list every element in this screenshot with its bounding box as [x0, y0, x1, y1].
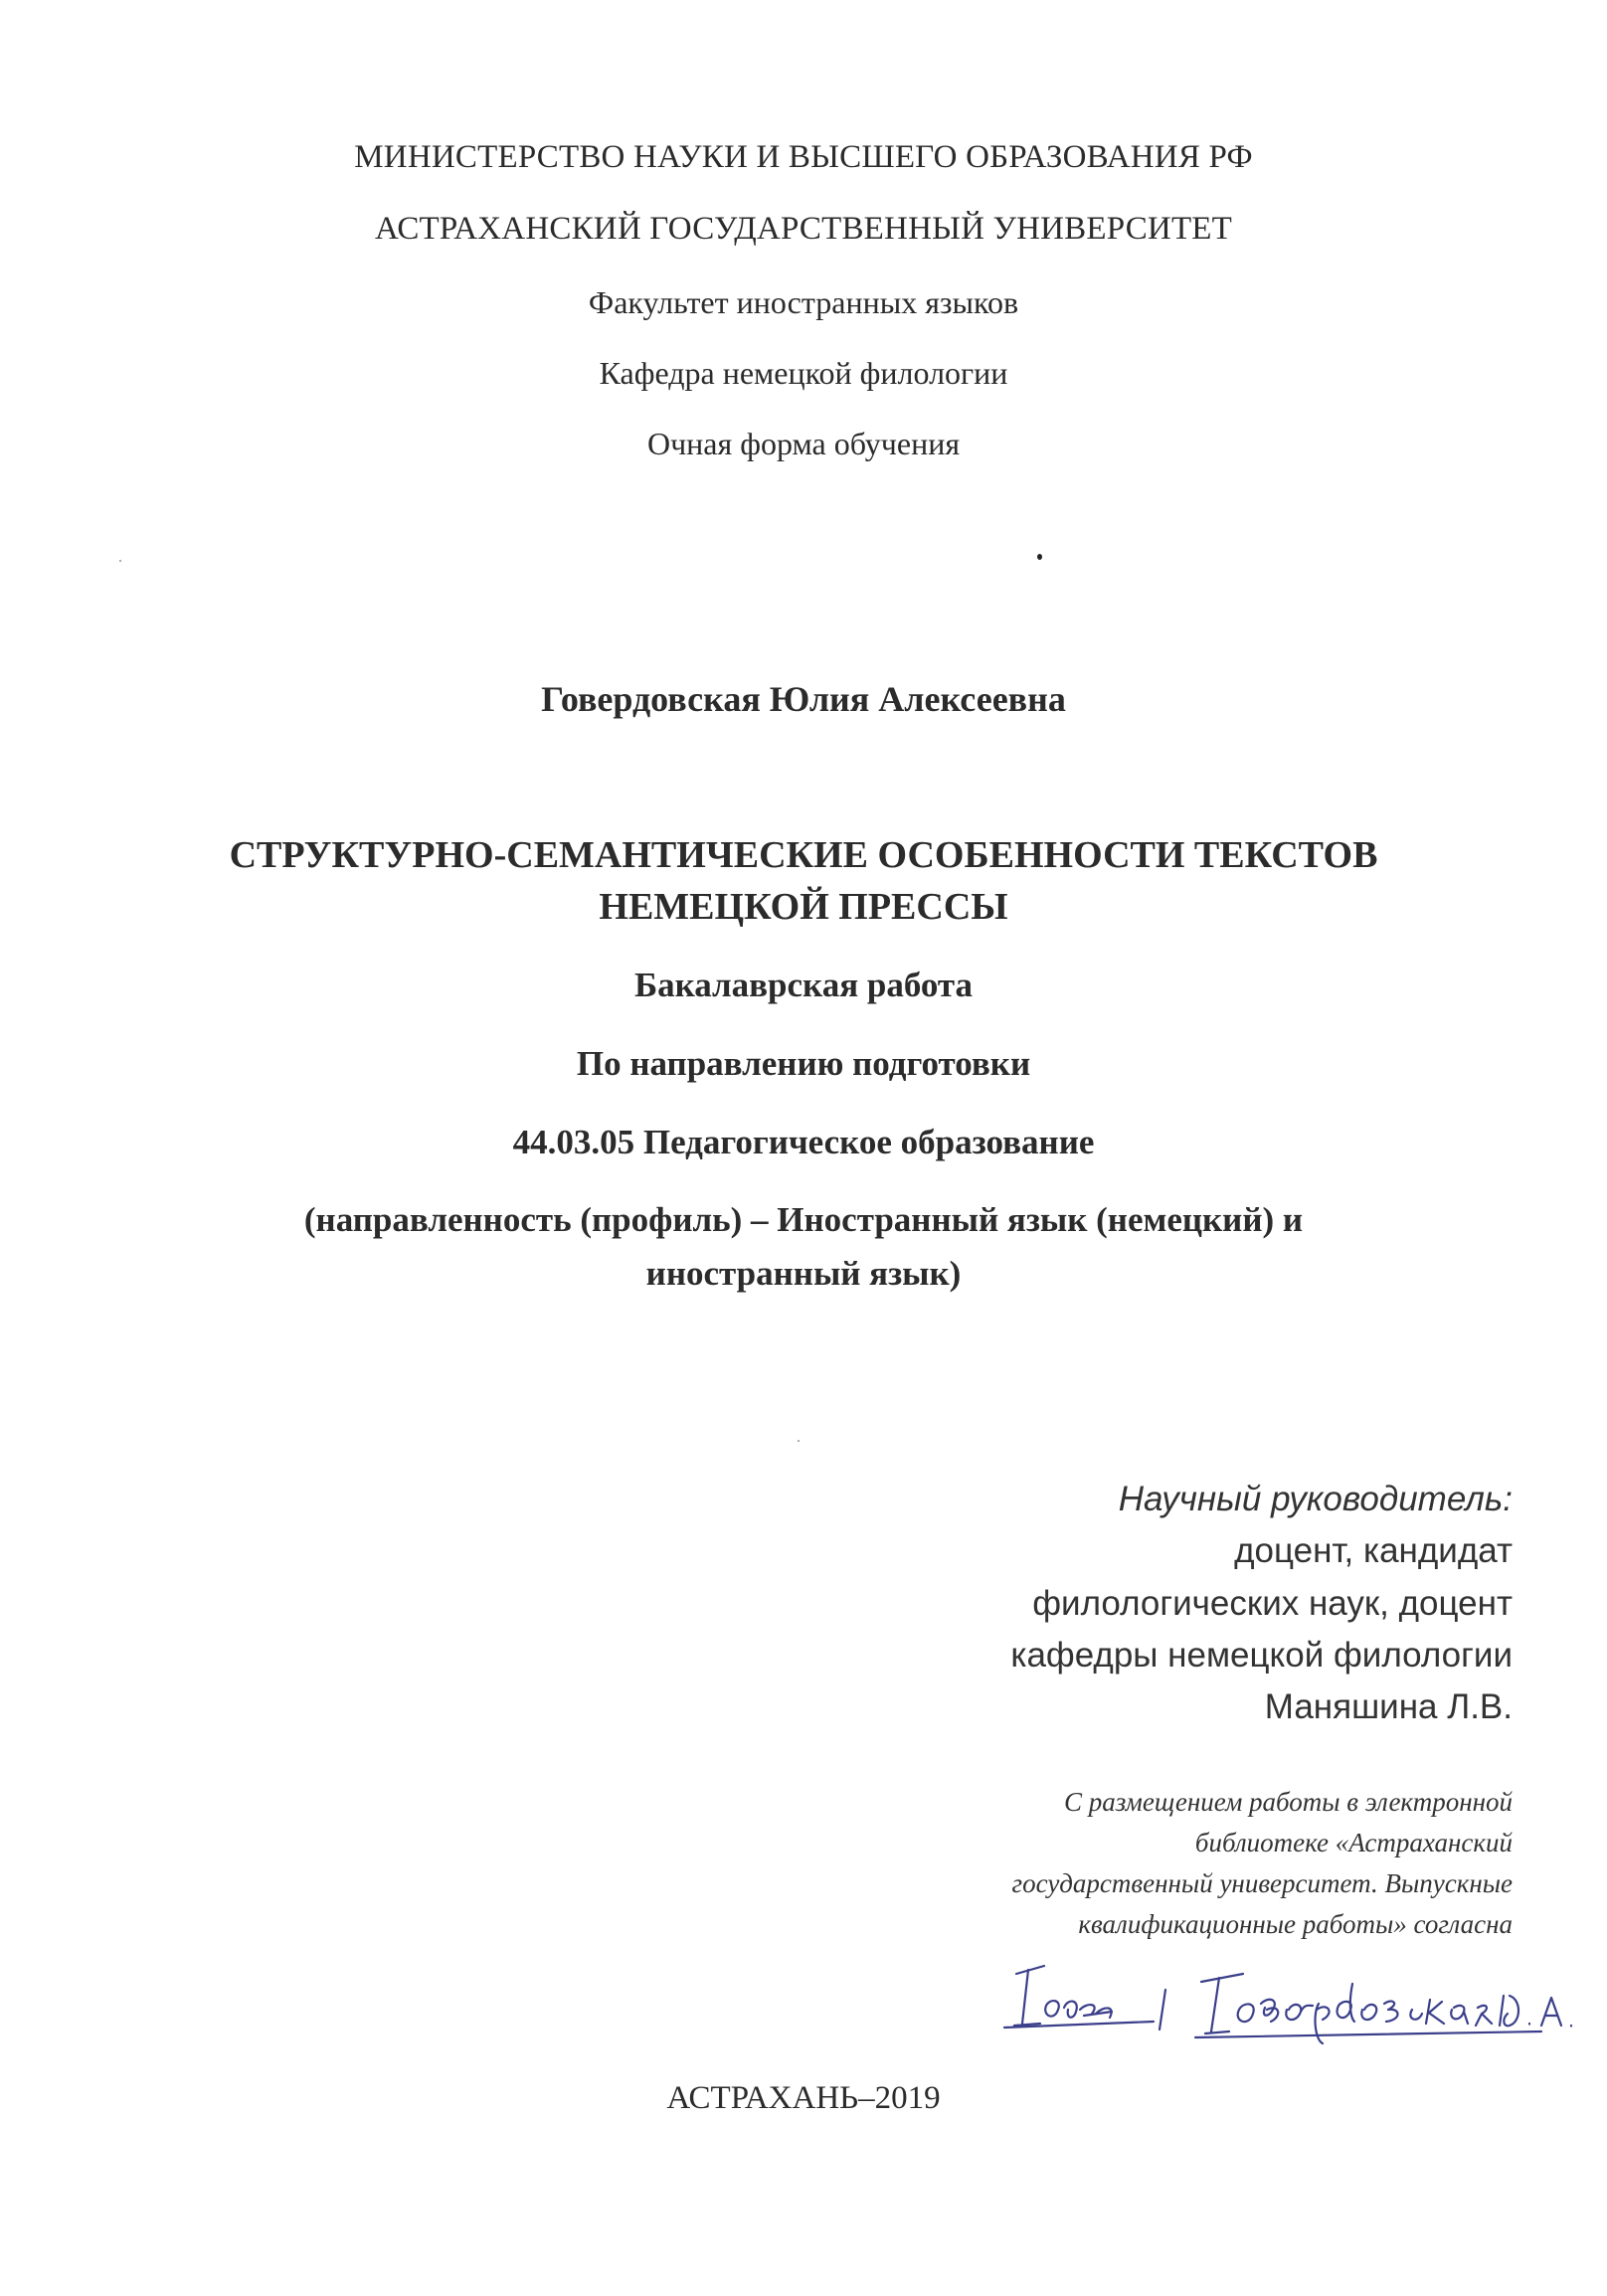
handwritten-signature [984, 1944, 1581, 2053]
department-name: Кафедра немецкой филологии [599, 355, 1008, 391]
signature-area [984, 1944, 1581, 2053]
supervisor-line-2: филологических наук, доцент [1032, 1584, 1513, 1623]
consent-line-3: государственный университет. Выпускные [1011, 1868, 1513, 1898]
scan-speck [1037, 554, 1042, 560]
supervisor-line-3: кафедры немецкой филологии [1010, 1636, 1513, 1675]
faculty-name: Факультет иностранных языков [588, 284, 1019, 320]
study-form: Очная форма обучения [646, 426, 961, 461]
scan-speck [798, 1440, 800, 1442]
work-type: Бакалаврская работа [633, 966, 974, 1004]
consent-line-1: С размещением работы в электронной [1063, 1787, 1513, 1817]
thesis-title-line-2: НЕМЕЦКОЙ ПРЕССЫ [599, 886, 1008, 928]
consent-line-2: библиотеке «Астраханский [1194, 1828, 1513, 1857]
author-name: Говердовская Юлия Алексеевна [541, 679, 1066, 719]
supervisor-line-1: доцент, кандидат [1234, 1531, 1513, 1570]
supervisor-name: Маняшина Л.В. [1264, 1687, 1513, 1726]
program-code: 44.03.05 Педагогическое образование [512, 1123, 1095, 1161]
thesis-title-line-1: СТРУКТУРНО-СЕМАНТИЧЕСКИЕ ОСОБЕННОСТИ ТЕКСТОВ [229, 834, 1378, 876]
scan-speck [119, 560, 121, 562]
profile-line-1: (направленность (профиль) – Иностранный язык (немецкий) и [303, 1200, 1304, 1239]
consent-line-4: квалификационные работы» согласна [1078, 1909, 1513, 1939]
city-year: АСТРАХАНЬ–2019 [666, 2080, 941, 2116]
ministry-name: МИНИСТЕРСТВО НАУКИ И ВЫСШЕГО ОБРАЗОВАНИЯ РФ [354, 139, 1253, 175]
supervisor-label: Научный руководитель: [1118, 1480, 1513, 1518]
profile-line-2: иностранный язык) [645, 1254, 962, 1293]
direction-label: По направлению подготовки [576, 1044, 1031, 1083]
university-name: АСТРАХАНСКИЙ ГОСУДАРСТВЕННЫЙ УНИВЕРСИТЕТ [374, 211, 1233, 247]
